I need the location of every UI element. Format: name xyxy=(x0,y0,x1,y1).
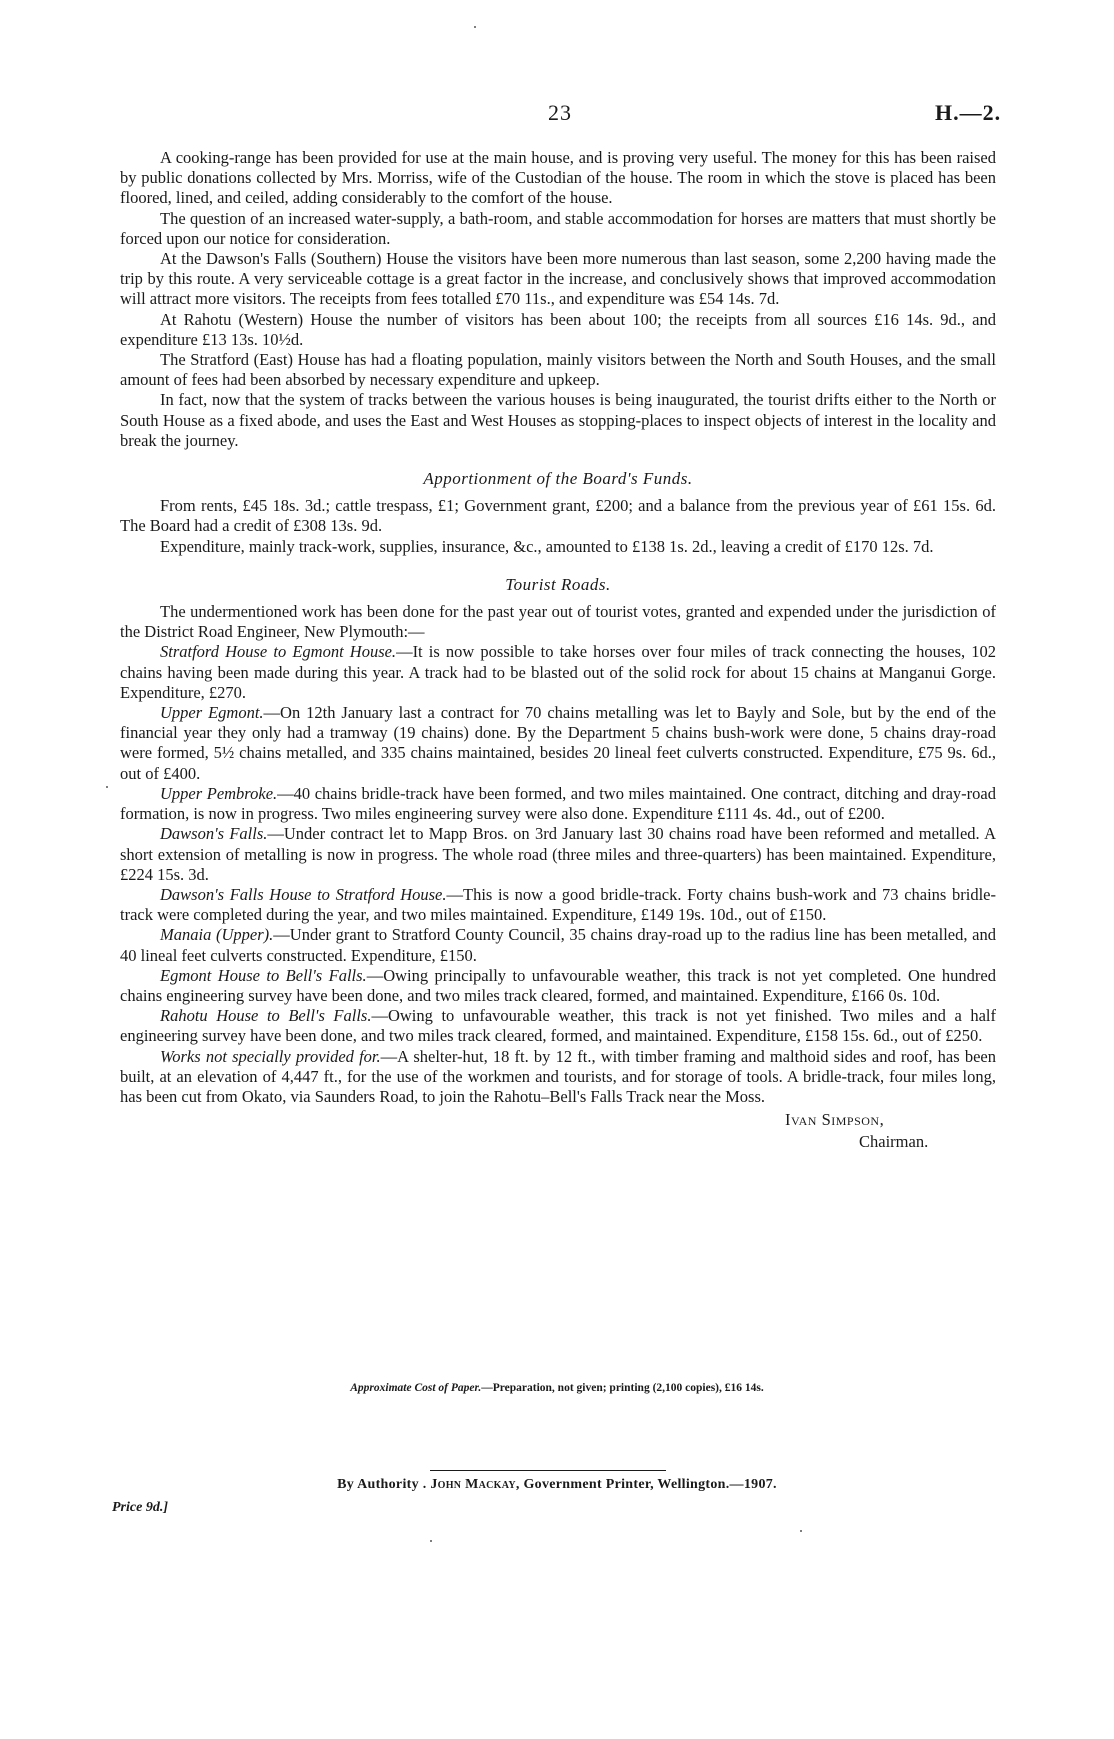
printer-imprint xyxy=(0,1477,1114,1493)
cost-text: —Preparation, not given; printing (2,100 copies), £16 14s. xyxy=(481,1382,764,1394)
paragraph: Expenditure, mainly track-work, supplies, insurance, &c., amounted to £138 1s. 2d., leaving a credit of £170 12s. 7d. xyxy=(160,536,934,556)
road-item xyxy=(120,885,996,925)
road-item-heading: Manaia (Upper). xyxy=(160,925,274,945)
road-item-text: —Owing to unfavourable weather, this track is not yet finished. Two miles and a half engineering survey have been done, and two miles track cleared, formed, and maintained. Expenditure, £158 15s. 6d., out of £250. xyxy=(120,1006,996,1046)
document-reference: H.—2. xyxy=(935,100,1002,125)
road-item-text: —40 chains bridle-track have been formed, and two miles maintained. One contract, ditching and dray-road formation, is now in progress. Two miles engineering survey were also done. Expenditure £111 4s. 4d., out of £200. xyxy=(120,783,996,824)
road-item-text: —Owing principally to unfavourable weather, this track is not yet completed. One hundred chains engineering survey have been done, and two miles track cleared, formed, and maintained. Expenditure, £166 0s. 10d. xyxy=(120,965,996,1005)
paragraph: In fact, now that the system of tracks between the various houses is being inaugurated, the tourist drifts either to the North or South House as a fixed abode, and uses the East and West Houses as stopping-places to inspect objects of interest in the locality and break the journey. xyxy=(120,390,996,450)
road-item-text: —Under grant to Stratford County Council, 35 chains dray-road up to the radius line has been metalled, and 40 lineal feet culverts constructed. Expenditure, £150. xyxy=(120,925,996,965)
paragraph: At the Dawson's Falls (Southern) House the visitors have been more numerous than last season, some 2,200 having made the trip by this route. A very serviceable cottage is a great factor in the increase, and conclusively shows that improved accommodation will attract more visitors. The receipts from fees totalled £70 11s., and expenditure was £54 14s. 7d. xyxy=(120,249,996,309)
road-item xyxy=(120,1047,996,1108)
price-note: Price 9d.] xyxy=(112,1500,168,1515)
road-item-heading: Stratford House to Egmont House. xyxy=(160,642,397,662)
printer-name: John Mackay xyxy=(430,1477,516,1492)
road-item-heading: Upper Pembroke. xyxy=(160,783,278,803)
paragraph: A cooking-range has been provided for use at the main house, and is proving very useful. The money for this has been raised by public donations collected by Mrs. Morriss, wife of the Custodian of the house. The room in which the stove is placed has been floored, lined, and ceiled, adding considerably to the comfort of the house. xyxy=(120,148,996,208)
signatory-title: Chairman. xyxy=(859,1132,929,1152)
section-title-tourist-roads: Tourist Roads. xyxy=(505,574,611,594)
print-speck xyxy=(474,26,476,28)
road-item-text: —A shelter-hut, 18 ft. by 12 ft., with timber framing and malthoid sides and roof, has been built, at an elevation of 4,447 ft., for the use of the workmen and tourists, and for storage of tools. A bridle-track, four miles long, has been cut from Okato, via Saunders Road, to join the Rahotu–Bell's Falls Track near the Moss. xyxy=(120,1046,996,1106)
road-item xyxy=(120,925,996,965)
authority-prefix: By Authority xyxy=(337,1477,419,1492)
page-number: 23 xyxy=(548,100,572,125)
report-body xyxy=(120,148,996,1153)
paragraph: From rents, £45 18s. 3d.; cattle trespass, £1; Government grant, £200; and a balance from the previous year of £61 15s. 6d. The Board had a credit of £308 13s. 9d. xyxy=(120,496,996,536)
print-speck xyxy=(106,786,108,788)
paragraph: At Rahotu (Western) House the number of visitors has been about 100; the receipts from all sources £16 14s. 9d., and expenditure £13 13s. 10½d. xyxy=(120,309,996,349)
road-item-heading: Dawson's Falls House to Stratford House. xyxy=(160,884,447,904)
road-item xyxy=(120,642,996,703)
print-speck xyxy=(800,1530,802,1532)
road-item xyxy=(120,824,996,885)
divider-rule xyxy=(430,1470,666,1471)
road-item-text: —On 12th January last a contract for 70 chains metalling was let to Bayly and Sole, but by the end of the financial year they only had a tramway (19 chains) done. By the Department 5 chains bush-work were done, 5 chains dray-road were formed, 5½ chains metalled, and 335 chains maintained, besides 20 lineal feet culverts constructed. Expenditure, £75 9s. 6d., out of £400. xyxy=(120,703,996,783)
authority-suffix: , Government Printer, Wellington.—1907. xyxy=(515,1477,777,1492)
road-item-heading: Rahotu House to Bell's Falls. xyxy=(160,1006,372,1026)
authority-separator: . xyxy=(422,1477,427,1492)
signature-block xyxy=(120,1109,996,1153)
road-item-heading: Egmont House to Bell's Falls. xyxy=(160,965,367,985)
road-item-heading: Upper Egmont. xyxy=(160,703,264,723)
paragraph: The Stratford (East) House has had a floating population, mainly visitors between the North and South Houses, and the small amount of fees had been absorbed by necessary expenditure and upkeep. xyxy=(120,350,996,390)
cost-label: Approximate Cost of Paper. xyxy=(350,1382,482,1394)
paragraph: The undermentioned work has been done for the past year out of tourist votes, granted and expended under the jurisdiction of the District Road Engineer, New Plymouth:— xyxy=(120,602,996,642)
section-title-apportionment: Apportionment of the Board's Funds. xyxy=(423,469,693,489)
road-item xyxy=(120,1006,996,1046)
paragraph: The question of an increased water-supply, a bath-room, and stable accommodation for horses are matters that must shortly be forced upon our notice for consideration. xyxy=(120,208,996,248)
page-header xyxy=(0,100,1114,130)
road-item-heading: Dawson's Falls. xyxy=(160,824,268,844)
road-item xyxy=(120,784,996,824)
cost-of-paper-note xyxy=(0,1382,1114,1394)
print-speck xyxy=(430,1540,432,1542)
road-item-heading: Works not specially provided for. xyxy=(160,1046,381,1066)
road-item-text: —This is now a good bridle-track. Forty chains bush-work and 73 chains bridle-track were completed during the year, and two miles maintained. Expenditure, £149 19s. 10d., out of £150. xyxy=(120,884,996,925)
road-item-text: —Under contract let to Mapp Bros. on 3rd January last 30 chains road have been reformed and metalled. A short extension of metalling is now in progress. The whole road (three miles and three-quarters) has been maintained. Expenditure, £224 15s. 3d. xyxy=(120,824,996,884)
signatory-name: Ivan Simpson, xyxy=(785,1110,885,1130)
road-item xyxy=(120,703,996,784)
road-item-text: —It is now possible to take horses over four miles of track connecting the houses, 102 chains having been made during this year. A track had to be blasted out of the solid rock for about 15 chains at Manganui Gorge. Expenditure, £270. xyxy=(120,642,996,702)
road-item xyxy=(120,966,996,1006)
